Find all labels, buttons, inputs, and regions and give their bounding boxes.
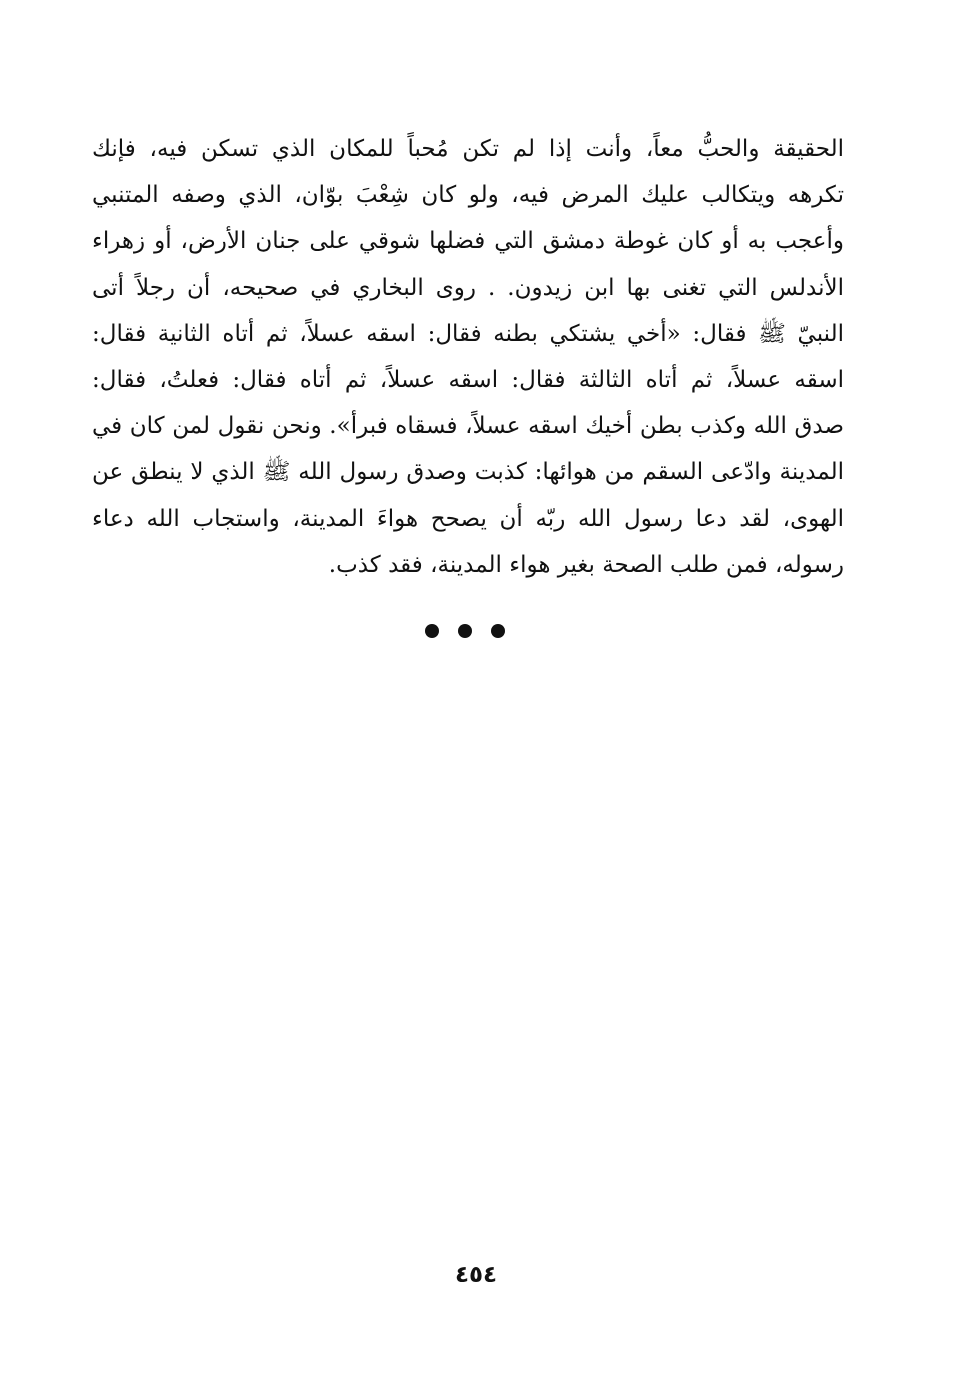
separator-dot-icon <box>491 624 505 638</box>
text-line: رسوله، فمن طلب الصحة بغير هواء المدينة، فقد كذب. <box>328 551 844 578</box>
page-number: ٤٥٤ <box>454 1262 498 1288</box>
text-line: وأعجب به أو كان غوطة دمشق التي فضلها شوقي على جنان الأرض، أو زهراء <box>92 228 845 255</box>
separator-dot-icon <box>425 624 439 638</box>
text-line: الأندلس التي تغنى بها ابن زيدون. . روى البخاري في صحيحه، أن رجلاً أتى <box>92 274 844 301</box>
text-line: الحقيقة والحبُّ معاً، وأنت إذا لم تكن مُحباً للمكان الذي تسكن فيه، فإنك <box>92 136 844 162</box>
text-line: المدينة وادّعى السقم من هوائها: كذبت وصدق رسول الله ﷺ الذي لا ينطق عن <box>92 459 844 486</box>
text-line: اسقه عسلاً، ثم أتاه الثالثة فقال: اسقه عسلاً، ثم أتاه فقال: فعلتُ، فقال: <box>92 366 844 393</box>
text-line: صدق الله وكذب بطن أخيك اسقه عسلاً، فسقاه فبرأ». ونحن نقول لمن كان في <box>92 413 844 440</box>
section-separator <box>425 622 505 640</box>
text-line: النبيّ ﷺ فقال: «أخي يشتكي بطنه فقال: اسقه عسلاً، ثم أتاه الثانية فقال: <box>92 320 844 347</box>
text-line: تكرهه ويتكالب عليك المرض فيه، ولو كان شِعْبَ بوّان، الذي وصفه المتنبي <box>92 182 844 209</box>
body-paragraph <box>92 126 844 588</box>
separator-dot-icon <box>458 624 472 638</box>
text-line: الهوى، لقد دعا رسول الله ربّه أن يصحح هواءَ المدينة، واستجاب الله دعاء <box>92 505 844 532</box>
